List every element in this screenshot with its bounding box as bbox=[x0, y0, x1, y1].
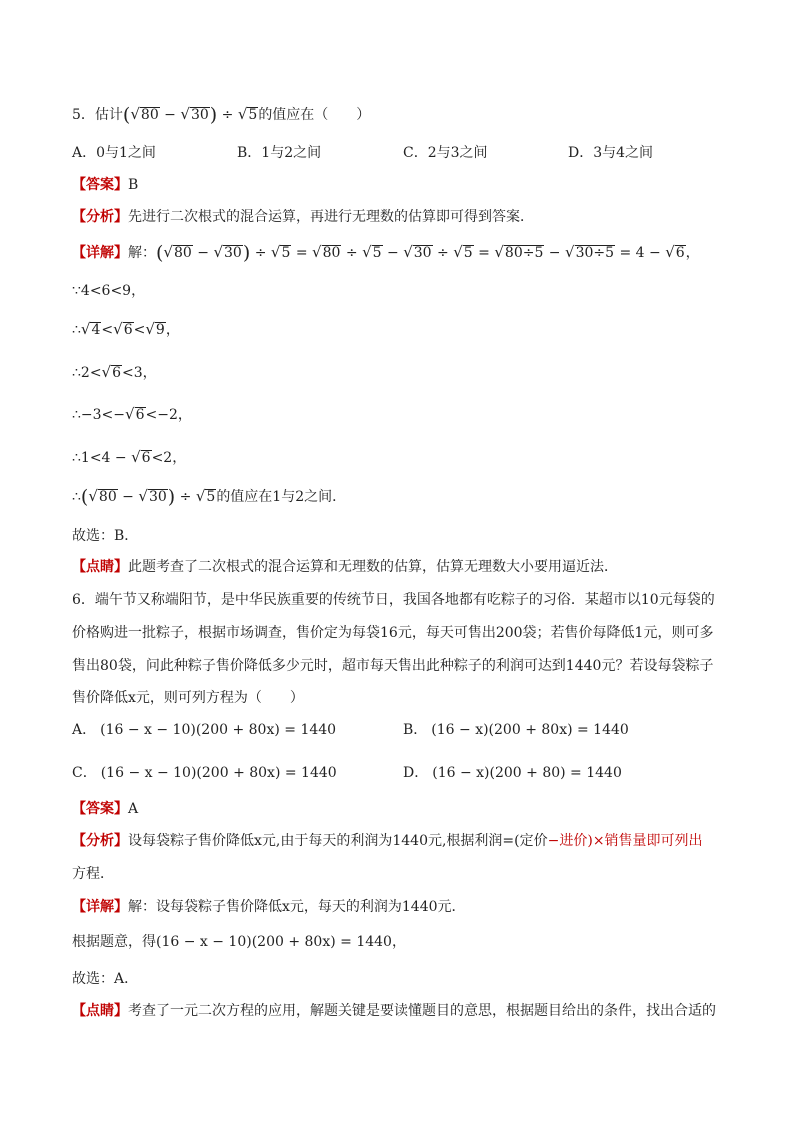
q6-stem-line-3: 售出80袋，问此种粽子售价降低多少元时，超市每天售出此种粽子的利润可达到1440元？若设每袋粽子 bbox=[72, 658, 714, 674]
q6-comment: 【点睛】考查了一元二次方程的应用，解题关键是要读懂题目的意思，根据题目给出的条件，找出合适的 bbox=[72, 1003, 716, 1019]
q5-option-d: D．3与4之间 bbox=[568, 145, 654, 161]
q5-stem: 5．估计(√80 − √30) ÷ √5的值应在（ ） bbox=[72, 104, 371, 126]
q5-step-5: ∴1<4 − √6<2， bbox=[72, 448, 187, 466]
q6-option-b: B． (16 − x)(200 + 80x) = 1440 bbox=[403, 722, 629, 738]
q6-stem-line-2: 价格购进一批粽子，根据市场调查，售价定为每袋16元，每天可售出200袋；若售价每降低1元，则可多 bbox=[72, 625, 714, 641]
q6-stem-line-4: 售价降低x元，则可列方程为（ ） bbox=[72, 690, 304, 706]
q5-choice: 故选：B． bbox=[72, 528, 139, 544]
q6-option-a: A． (16 − x − 10)(200 + 80x) = 1440 bbox=[72, 722, 337, 738]
q6-detail: 【详解】解：设每袋粽子售价降低x元，每天的利润为1440元． bbox=[72, 899, 466, 915]
q5-option-a: A．0与1之间 bbox=[72, 145, 156, 161]
q6-answer: 【答案】A bbox=[72, 801, 139, 817]
q5-detail: 【详解】解：(√80 − √30) ÷ √5 = √80 ÷ √5 − √30 ÷ √5 = √80÷5 − √30÷5 = 4 − √6， bbox=[72, 242, 700, 264]
q5-step-2: ∴√4<√6<√9， bbox=[72, 320, 180, 338]
q6-analysis: 【分析】设每袋粽子售价降低x元,由于每天的利润为1440元,根据利润=(定价−进价)×销售量即可列出 bbox=[72, 833, 703, 849]
q5-step-4: ∴−3<−√6<−2， bbox=[72, 405, 192, 423]
q5-step-3: ∴2<√6<3， bbox=[72, 363, 157, 381]
q6-option-d: D． (16 − x)(200 + 80) = 1440 bbox=[403, 765, 622, 781]
q5-option-b: B．1与2之间 bbox=[237, 145, 322, 161]
q5-step-6: ∴(√80 − √30) ÷ √5的值应在1与2之间． bbox=[72, 486, 347, 508]
q5-answer: 【答案】B bbox=[72, 177, 139, 193]
q6-stem-line-1: 6．端午节又称端阳节，是中华民族重要的传统节日，我国各地都有吃粽子的习俗．某超市以10元每袋的 bbox=[72, 592, 715, 608]
q6-option-c: C． (16 − x − 10)(200 + 80x) = 1440 bbox=[72, 765, 337, 781]
q5-option-c: C．2与3之间 bbox=[403, 145, 488, 161]
q6-choice: 故选：A． bbox=[72, 971, 139, 987]
q5-analysis: 【分析】先进行二次根式的混合运算，再进行无理数的估算即可得到答案． bbox=[72, 209, 534, 225]
q5-step-1: ∵4<6<9， bbox=[72, 283, 146, 299]
q6-analysis-cont: 方程． bbox=[72, 866, 114, 882]
q5-number: 5．估计 bbox=[72, 107, 123, 123]
q6-detail-equation: 根据题意，得(16 − x − 10)(200 + 80x) = 1440， bbox=[72, 934, 406, 950]
q5-comment: 【点睛】此题考查了二次根式的混合运算和无理数的估算，估算无理数大小要用逼近法． bbox=[72, 559, 618, 575]
